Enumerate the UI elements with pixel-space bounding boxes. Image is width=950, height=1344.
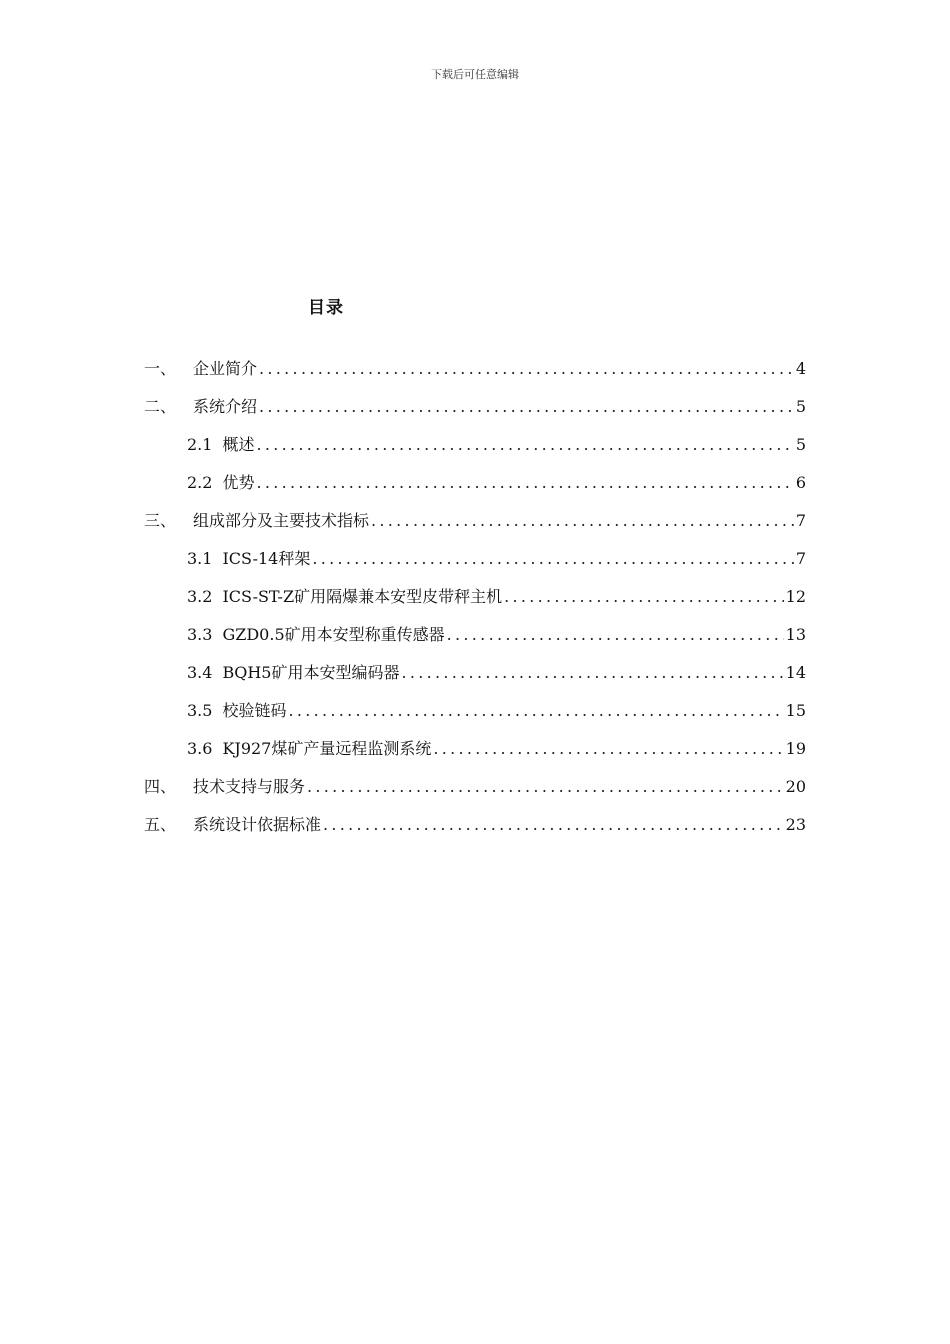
toc-entry-page: 6 [795,473,806,492]
toc-dot-leader [447,624,784,646]
page-header-note: 下载后可任意编辑 [431,68,519,81]
toc-dot-leader [256,434,793,456]
toc-entry[interactable] [144,776,806,798]
toc-entry-number: 二、 [144,397,177,416]
toc-entry-number: 2.1 [187,435,213,454]
toc-entry-page: 23 [785,815,806,834]
toc-entry-number: 一、 [144,359,177,378]
toc-entry[interactable] [187,586,806,608]
toc-entry-number: 3.5 [187,701,213,720]
toc-entry-number: 3.3 [187,625,213,644]
toc-entry-title: 系统设计依据标准 [193,815,322,834]
toc-entry[interactable] [187,434,806,456]
toc-entry-title: 系统介绍 [193,397,258,416]
toc-dot-leader [323,814,784,836]
toc-entry-title: BQH5矿用本安型编码器 [222,663,400,682]
toc-entry-number: 四、 [144,777,177,796]
toc-entry[interactable] [144,396,806,418]
toc-entry-page: 12 [785,587,806,606]
toc-entry-page: 7 [795,511,806,530]
toc-dot-leader [312,548,793,570]
toc-entry-number: 3.1 [187,549,213,568]
toc-entry-page: 20 [785,777,806,796]
toc-entry[interactable] [187,738,806,760]
toc-entry-number: 3.6 [187,739,213,758]
toc-entry-title: KJ927煤矿产量远程监测系统 [222,739,432,758]
toc-entry-number: 2.2 [187,473,213,492]
toc-entry-number: 三、 [144,511,177,530]
toc-dot-leader [259,358,794,380]
toc-title: 目录 [308,298,344,318]
toc-entry-page: 15 [785,701,806,720]
toc-entry[interactable] [187,700,806,722]
toc-dot-leader [401,662,783,684]
toc-entry-page: 14 [785,663,806,682]
toc-entry-number: 五、 [144,815,177,834]
toc-entry-page: 13 [785,625,806,644]
toc-entry-page: 7 [795,549,806,568]
toc-entry-title: GZD0.5矿用本安型称重传感器 [222,625,445,644]
toc-entry-number: 3.2 [187,587,213,606]
toc-entry-page: 5 [795,435,806,454]
toc-entry[interactable] [187,472,806,494]
toc-entry-title: 优势 [222,473,255,492]
toc-entry-page: 5 [795,397,806,416]
toc-entry-title: ICS-14秤架 [222,549,311,568]
toc-dot-leader [256,472,793,494]
toc-dot-leader [259,396,794,418]
toc-dot-leader [288,700,783,722]
toc-entry[interactable] [144,510,806,532]
toc-entry[interactable] [144,814,806,836]
toc-entry-title: ICS-ST-Z矿用隔爆兼本安型皮带秤主机 [222,587,503,606]
toc-entry-title: 校验链码 [222,701,287,720]
toc-entry[interactable] [187,624,806,646]
toc-entry-number: 3.4 [187,663,213,682]
toc-entry-title: 概述 [222,435,255,454]
toc-entry[interactable] [144,358,806,380]
toc-dot-leader [433,738,783,760]
toc-entry-page: 4 [795,359,806,378]
toc-entry[interactable] [187,548,806,570]
toc-entry-title: 企业简介 [193,359,258,378]
toc-entry[interactable] [187,662,806,684]
toc-entry-page: 19 [785,739,806,758]
toc-entry-title: 组成部分及主要技术指标 [193,511,370,530]
toc-dot-leader [371,510,794,532]
toc-dot-leader [307,776,784,798]
toc-entry-title: 技术支持与服务 [193,777,306,796]
toc-dot-leader [504,586,784,608]
